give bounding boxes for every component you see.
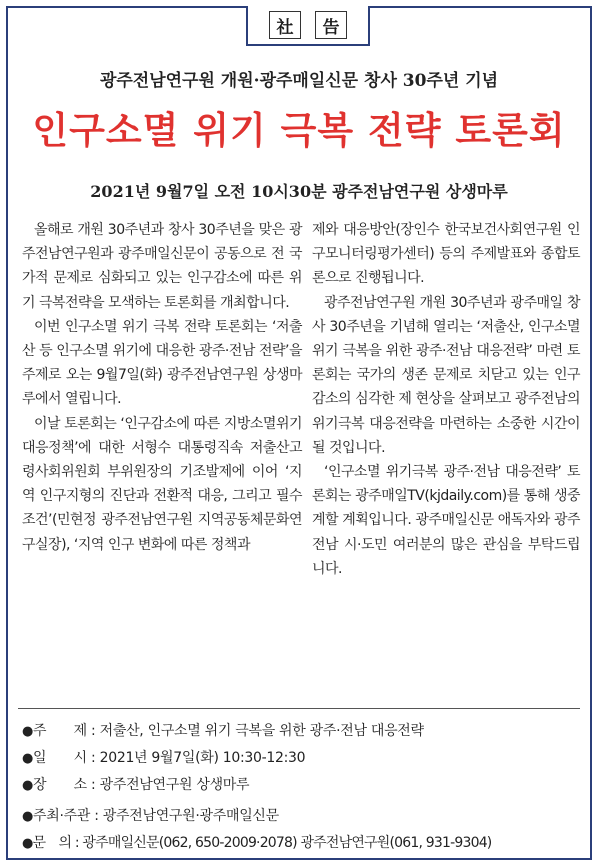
info-label: 장 소 xyxy=(33,777,87,793)
body-column-right xyxy=(312,218,580,581)
body-paragraph: 제와 대응방안(장인수 한국보건사회연구원 인구모니터링평가센터) 등의 주제발표와 종합토론으로 진행됩니다. xyxy=(312,222,580,287)
section-divider xyxy=(18,708,580,709)
info-value: : 광주전남연구원·광주매일신문 xyxy=(90,808,279,824)
info-value: : 2021년 9월7일(화) 10:30-12:30 xyxy=(86,750,306,766)
info-label: 주최·주관 xyxy=(33,808,91,824)
body-paragraph: ‘인구소멸 위기극복 광주·전남 대응전략’ 토론회는 광주매일TV(kjdaily.com)를 통해 생중계할 계획입니다. 광주매일신문 애독자와 광주전남 시·도민 여러분의 많은 관심을 부탁드립니다. xyxy=(312,464,580,577)
info-row-topic xyxy=(22,720,582,740)
info-row-datetime xyxy=(22,747,582,767)
bullet-icon: ● xyxy=(22,836,33,851)
event-title: 인구소멸 위기 극복 전략 토론회 xyxy=(32,109,566,152)
event-subtitle: 광주전남연구원 개원·광주매일신문 창사 30주년 기념 xyxy=(99,71,499,91)
info-row-contact xyxy=(22,832,582,852)
bullet-icon: ● xyxy=(22,724,34,739)
badge-char-company: 社 xyxy=(269,11,301,39)
info-row-venue xyxy=(22,774,582,794)
info-value: : 광주전남연구원 상생마루 xyxy=(86,777,250,793)
bullet-icon: ● xyxy=(22,751,34,766)
info-row-organizer xyxy=(22,805,582,825)
event-dateline: 2021년 9월7일 오전 10시30분 광주전남연구원 상생마루 xyxy=(90,182,508,201)
info-label: 주 제 xyxy=(33,723,87,739)
body-paragraph: 올해로 개원 30주년과 창사 30주년을 맞은 광주전남연구원과 광주매일신문이 공동으로 전 국가적 문제로 심화되고 있는 인구감소에 따른 위기 극복전략을 모색하는 토론회를 개최합니다. xyxy=(22,222,302,311)
bullet-icon: ● xyxy=(22,809,34,824)
bullet-icon: ● xyxy=(22,778,34,793)
info-label: 일 시 xyxy=(33,750,87,766)
body-paragraph: 이날 토론회는 ‘인구감소에 따른 지방소멸위기 대응정책’에 대한 서형수 대통령직속 저출산고령사회위원회 부위원장의 기조발제에 이어 ‘지역 인구지형의 진단과 전환적 대응, 그리고 필수조건’(민현정 광주전남연구원 지역공동체문화연구실장), ‘지역 인구 변화에 따른 정책과 xyxy=(22,415,302,553)
body-column-left xyxy=(22,218,302,557)
badge-char-notice: 告 xyxy=(315,11,347,39)
info-value: : 저출산, 인구소멸 위기 극복을 위한 광주·전남 대응전략 xyxy=(86,723,424,739)
body-paragraph: 이번 인구소멸 위기 극복 전략 토론회는 ‘저출산 등 인구소멸 위기에 대응한 광주·전남 전략’을 주제로 오는 9월7일(화) 광주전남연구원 상생마루에서 열립니다. xyxy=(22,318,302,408)
body-paragraph: 광주전남연구원 개원 30주년과 광주매일 창사 30주년을 기념해 열리는 ‘저출산, 인구소멸 위기 극복을 위한 광주·전남 대응전략’ 마련 토론회는 국가의 생존 문제로 치닫고 있는 인구 감소의 심각한 제 현상을 살펴보고 광주전남의 위기극복 대응전략을 마련하는 소중한 시간이 될 것입니다. xyxy=(312,294,580,456)
info-value: : 광주매일신문(062, 650-2009·2078) 광주전남연구원(061, 931-9304) xyxy=(71,835,492,851)
announcement-page xyxy=(6,6,592,860)
notice-badge xyxy=(246,6,370,46)
info-label: 문 의 xyxy=(32,835,72,851)
